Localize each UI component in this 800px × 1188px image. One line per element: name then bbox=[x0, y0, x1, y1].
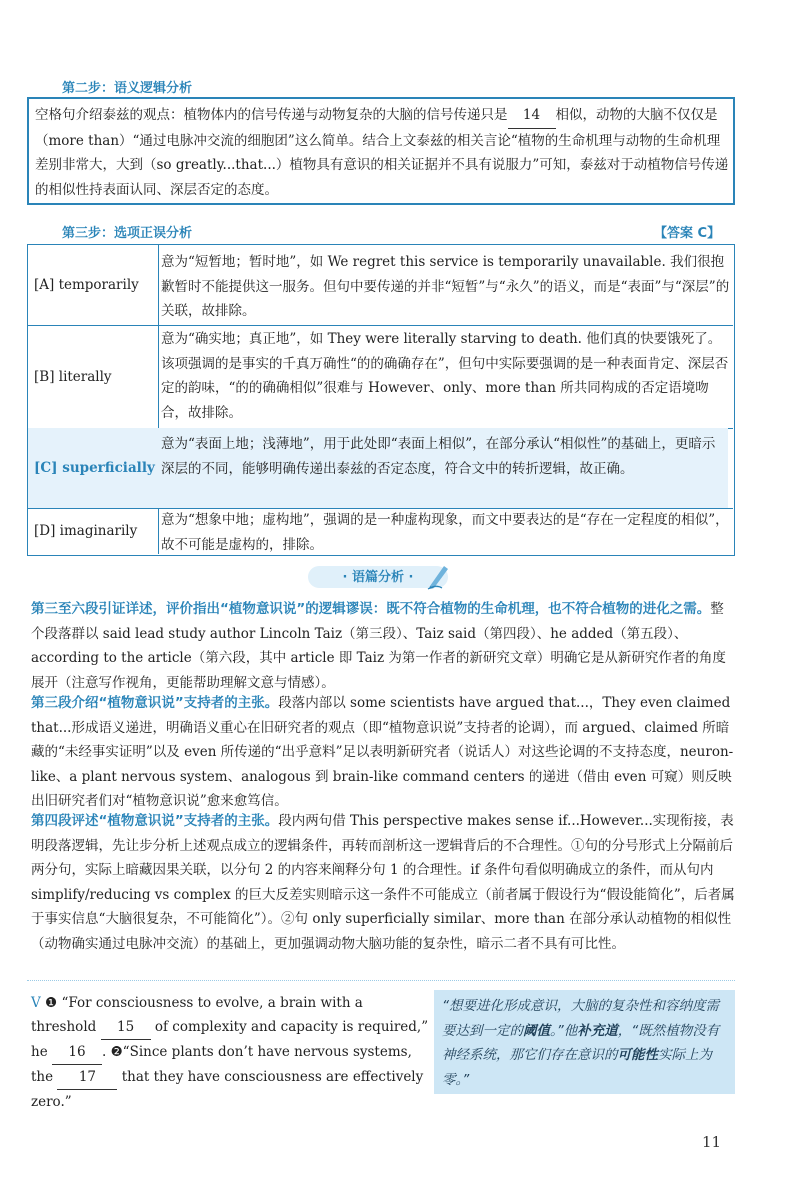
option-row-d bbox=[28, 508, 733, 554]
p2-body: 段落内部以 some scientists have argued that...，They even claimed that...形成语义递进，明确语义重心在旧研究者的观点（即“植物意识说”支持者的论调），而 argued、claimed 所暗藏的“未经事实证明”以及 even 所传递的“出乎意料”足以表明新研究者（说话人）对这些论调的不支持态度，neuron-like、a plant nervous system、analogous 到 brain-like command centers 的递进（借由 even 可窥）则反映出旧研究者们对“植物意识说”愈来愈笃信。 bbox=[31, 695, 734, 809]
discourse-paragraph-2 bbox=[31, 691, 735, 814]
p3-highlight: 第四段评述“植物意识说”支持者的主张。 bbox=[31, 813, 279, 829]
option-label-c: [C] superficially bbox=[28, 428, 159, 508]
option-desc-a: 意为“短暂地；暂时地”，如 We regret this service is temporarily unavailable. 我们很抱歉暂时不能提供这一服务。但句中要传递的并非“短暂”与“永久”的语义，而是“表面”与“深层”的关联，故排除。 bbox=[161, 254, 730, 319]
p1-body: 整个段落群以 said lead study author Lincoln Taiz（第三段）、Taiz said（第四段）、he added（第五段）、according to the article（第六段，其中 article 即 Taiz 为第一作者的新研究文章）明确它是从新研究作者的角度展开（注意写作视角，更能帮助理解文意与情感）。 bbox=[31, 601, 726, 691]
option-label-d: [D] imaginarily bbox=[28, 508, 159, 554]
p2-highlight: 第三段介绍“植物意识说”支持者的主张。 bbox=[31, 695, 279, 711]
discourse-heading: · 语篇分析 · bbox=[342, 570, 414, 585]
step2-text-a: 空格句介绍泰兹的观点：植物体内的信号传递与动物复杂的大脑的信号传递只是 bbox=[35, 107, 508, 123]
option-row-b bbox=[28, 325, 733, 429]
option-desc-d: 意为“想象中地；虚构地”，强调的是一种虚构现象，而文中要表达的是“存在一定程度的相似”，故不可能是虚构的，排除。 bbox=[161, 512, 729, 553]
translation-part-1: “想要进化形成意识，大脑的复杂性和容纳度需要达到一定的 bbox=[442, 998, 719, 1039]
options-table bbox=[27, 244, 735, 556]
translation-part-2: 。”他 bbox=[550, 1022, 578, 1039]
sentence-1-part-b: of complexity and capacity is required,” he bbox=[31, 1019, 429, 1060]
discourse-paragraph-3 bbox=[31, 809, 735, 956]
sentence-2-part-b: that they have consciousness are effectively zero.” bbox=[31, 1069, 424, 1110]
answer-label: 【答案 C】 bbox=[654, 226, 721, 241]
blank-14: 14 bbox=[508, 103, 556, 129]
step3-heading: 第三步：选项正误分析 bbox=[62, 226, 193, 241]
step2-heading: 第二步：语义逻辑分析 bbox=[62, 81, 193, 96]
step2-text-b: 相似，动物的大脑不仅仅是（more than）“通过电脉冲交流的细胞团”这么简单。结合上文泰兹的相关言论“植物的生命机理与动物的生命机理差别非常大，大到（so greatly...that...）植物具有意识的相关证据并不具有说服力”可知，泰兹对于动植物信号传递的相似性持表面认同、深层否定的态度。 bbox=[35, 107, 729, 198]
keyword-threshold: 阈值 bbox=[523, 1022, 550, 1039]
option-desc-b: 意为“确实地；真正地”，如 They were literally starving to death. 他们真的快要饿死了。该项强调的是事实的千真万确性“的的确确存在”，但句中实际要强调的是一种表面肯定、深层否定的韵味，“的的确确相似”很难与 However、only、more than 所共同构成的否定语境吻合，故排除。 bbox=[161, 331, 729, 421]
exercise-sentence bbox=[31, 991, 431, 1114]
circle-1: ❶ bbox=[45, 995, 58, 1011]
step2-text bbox=[35, 103, 729, 202]
section-divider bbox=[27, 980, 735, 981]
translation-box bbox=[434, 990, 735, 1094]
p1-highlight: 第三至六段引证详述，评价指出“植物意识说”的逻辑谬误：既不符合植物的生命机理，也不符合植物的进化之需。 bbox=[31, 601, 711, 617]
sentence-1-part-a: “For consciousness to evolve, a brain with a threshold bbox=[31, 995, 363, 1035]
roman-numeral: V bbox=[31, 995, 41, 1011]
p3-body: 段内两句借 This perspective makes sense if...However...实现衔接，表明段落逻辑，先让步分析上述观点成立的逻辑条件，再转而剖析这一逻辑背后的不合理性。①句的分号形式上分隔前后两分句，实际上暗藏因果关联，以分句 2 的内容来阐释分句 1 的合理性。if 条件句看似明确成立的条件，而从句内 simplify/reducing vs complex 的巨大反差实则暗示这一条件不可能成立（前者属于假设行为“假设能简化”，后者属于事实信息“大脑很复杂，不可能简化”）。②句 only superficially similar、more than 在部分承认动植物的相似性（动物确实通过电脉冲交流）的基础上，更加强调动物大脑功能的复杂性，暗示二者不具有可比性。 bbox=[31, 813, 735, 952]
option-row-a bbox=[28, 245, 733, 326]
discourse-paragraph-1 bbox=[31, 597, 735, 695]
keyword-possibility: 可能性 bbox=[617, 1047, 658, 1063]
option-desc-c: 意为“表面上地；浅薄地”，用于此处即“表面上相似”，在部分承认“相似性”的基础上，更暗示深层的不同，能够明确传递出泰兹的否定态度，符合文中的转折逻辑，故正确。 bbox=[158, 428, 728, 508]
step2-box bbox=[27, 97, 735, 205]
sentence-2-part-a: . ❷“Since plants don’t have nervous systems, the bbox=[31, 1044, 412, 1085]
blank-16: 16 bbox=[52, 1040, 102, 1065]
option-row-c bbox=[28, 428, 733, 509]
blank-15: 15 bbox=[101, 1015, 151, 1040]
blank-17: 17 bbox=[57, 1065, 117, 1090]
translation-text bbox=[442, 994, 732, 1092]
option-label-a: [A] temporarily bbox=[28, 245, 159, 325]
option-label-b: [B] literally bbox=[28, 325, 159, 428]
keyword-added: 补充道 bbox=[577, 1022, 618, 1039]
translation-part-3: ，“既然植物没有神经系统，那它们存在意识的 bbox=[442, 1022, 720, 1063]
page-number: 11 bbox=[702, 1133, 722, 1151]
pen-icon bbox=[426, 562, 452, 590]
translation-part-4: 实际上为零。” bbox=[442, 1047, 712, 1088]
